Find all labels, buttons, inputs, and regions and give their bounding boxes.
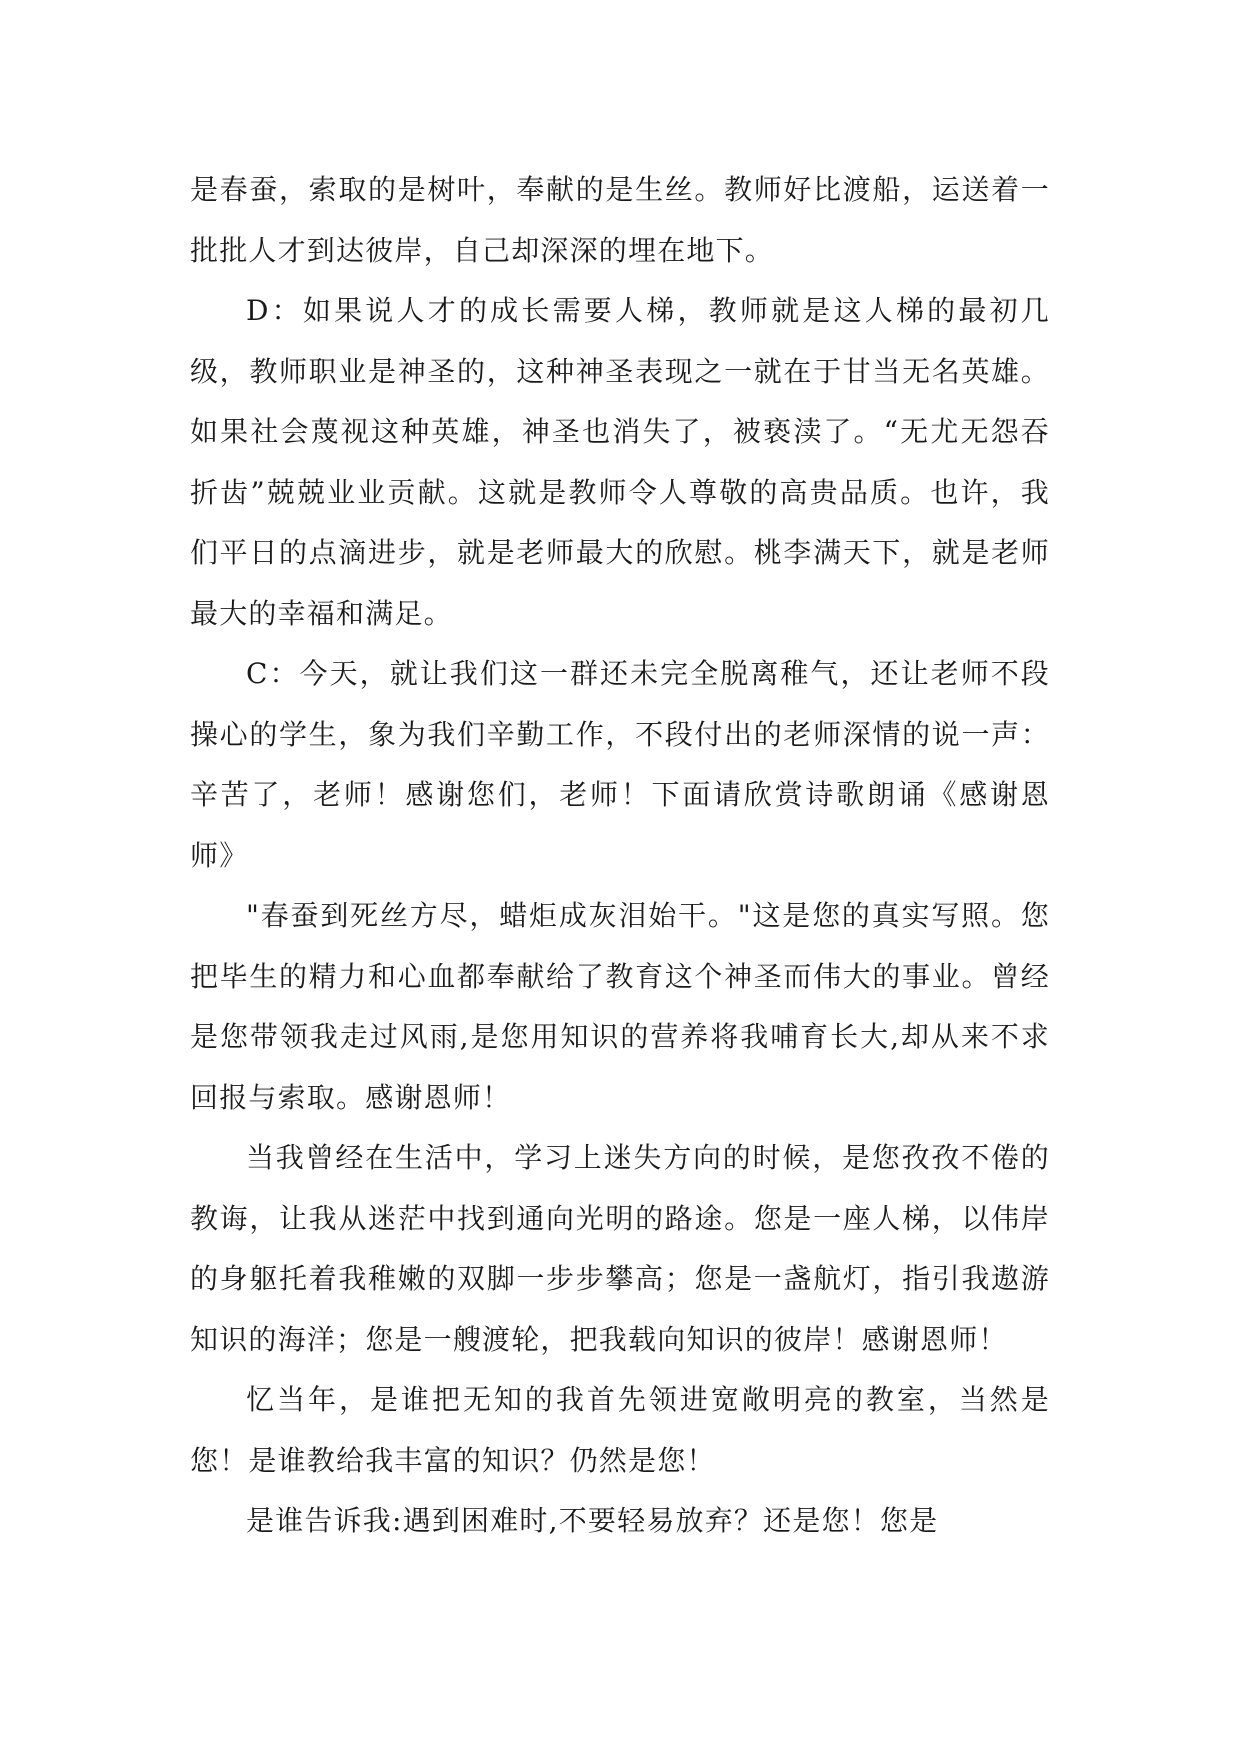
document-body bbox=[190, 160, 1050, 1552]
paragraph-2: D：如果说人才的成长需要人梯，教师就是这人梯的最初几级，教师职业是神圣的，这种神圣表现之一就在于甘当无名英雄。如果社会蔑视这种英雄，神圣也消失了，被亵渎了。“无尤无怨吞折齿”兢兢业业贡献。这就是教师令人尊敬的高贵品质。也许，我们平日的点滴进步，就是老师最大的欣慰。桃李满天下，就是老师最大的幸福和满足。 bbox=[190, 294, 1050, 630]
paragraph-3: C：今天，就让我们这一群还未完全脱离稚气，还让老师不段操心的学生，象为我们辛勤工作，不段付出的老师深情的说一声：辛苦了，老师！感谢您们，老师！下面请欣赏诗歌朗诵《感谢恩师》 bbox=[190, 657, 1050, 872]
paragraph-1: 是春蚕，索取的是树叶，奉献的是生丝。教师好比渡船，运送着一批批人才到达彼岸，自己却深深的埋在地下。 bbox=[190, 173, 1050, 267]
paragraph-6: 忆当年，是谁把无知的我首先领进宽敞明亮的教室，当然是您！是谁教给我丰富的知识？仍然是您！ bbox=[190, 1383, 1050, 1477]
paragraph-4: "春蚕到死丝方尽，蜡炬成灰泪始干。"这是您的真实写照。您把毕生的精力和心血都奉献给了教育这个神圣而伟大的事业。曾经是您带领我走过风雨,是您用知识的营养将我哺育长大,却从来不求回报与索取。感谢恩师！ bbox=[190, 899, 1050, 1114]
paragraph-5: 当我曾经在生活中，学习上迷失方向的时候，是您孜孜不倦的教诲，让我从迷茫中找到通向光明的路途。您是一座人梯，以伟岸的身躯托着我稚嫩的双脚一步步攀高；您是一盏航灯，指引我遨游知识的海洋；您是一艘渡轮，把我载向知识的彼岸！感谢恩师！ bbox=[190, 1141, 1050, 1356]
paragraph-7: 是谁告诉我:遇到困难时,不要轻易放弃？还是您！您是 bbox=[246, 1504, 939, 1537]
